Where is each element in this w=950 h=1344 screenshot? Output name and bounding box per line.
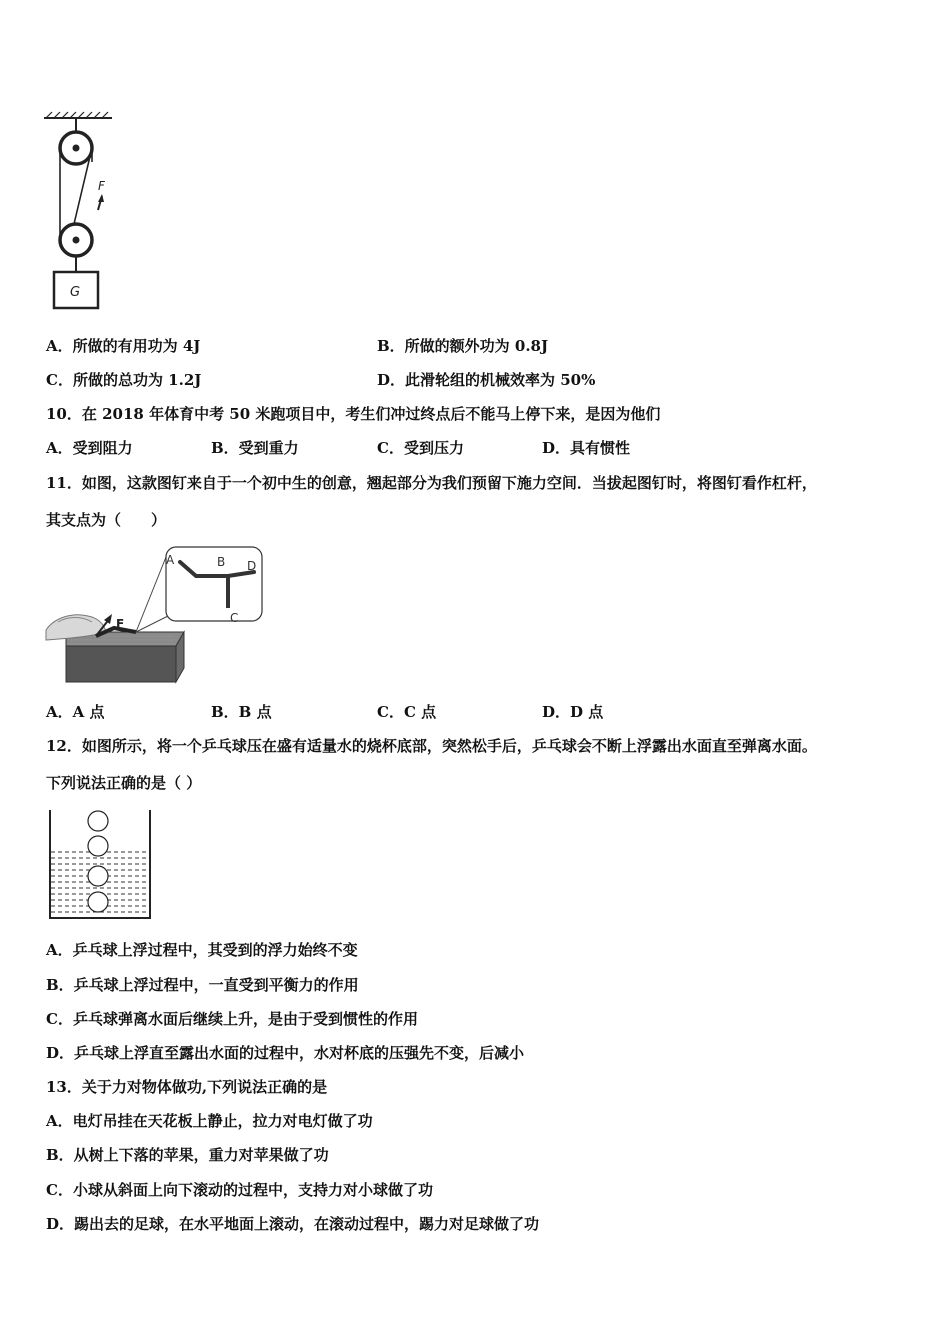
q9-option-b[interactable]: B．所做的额外功为 0.8J xyxy=(377,337,549,355)
q10-option-a[interactable]: A．受到阻力 xyxy=(46,439,133,457)
q12-option-d[interactable]: D．乒乓球上浮直至露出水面的过程中，水对杯底的压强先不变，后减小 xyxy=(46,1044,525,1062)
q10-option-c[interactable]: C．受到压力 xyxy=(377,439,464,457)
q10-option-d[interactable]: D．具有惯性 xyxy=(542,439,631,457)
q11-option-c[interactable]: C．C 点 xyxy=(377,703,437,721)
q13-stem: 13．关于力对物体做功,下列说法正确的是 xyxy=(46,1078,328,1096)
q10-stem: 10．在 2018 年体育中考 50 米跑项目中，考生们冲过终点后不能马上停下来，是因为他们 xyxy=(46,405,661,423)
q12-option-c[interactable]: C．乒乓球弹离水面后继续上升，是由于受到惯性的作用 xyxy=(46,1010,418,1028)
q9-option-d[interactable]: D．此滑轮组的机械效率为 50% xyxy=(377,371,596,389)
point-a-label: A xyxy=(166,553,175,567)
q9-option-c[interactable]: C．所做的总功为 1.2J xyxy=(46,371,202,389)
point-b-label: B xyxy=(217,555,226,569)
q12-stem-line1: 12．如图所示，将一个乒乓球压在盛有适量水的烧杯底部，突然松手后，乒乓球会不断上浮露出水面直至弹离水面。 xyxy=(46,737,817,755)
force-label-f: F xyxy=(116,617,125,631)
block-label: G xyxy=(70,285,81,300)
pulley-system-icon xyxy=(40,110,120,315)
point-c-label: C xyxy=(230,611,239,625)
q9-option-a[interactable]: A．所做的有用功为 4J xyxy=(46,337,201,355)
q13-option-a[interactable]: A．电灯吊挂在天花板上静止，拉力对电灯做了功 xyxy=(46,1112,373,1130)
thumbtack-lever-icon xyxy=(44,544,266,686)
q13-option-c[interactable]: C．小球从斜面上向下滚动的过程中，支持力对小球做了功 xyxy=(46,1181,433,1199)
q11-stem-line1: 11．如图，这款图钉来自于一个初中生的创意，翘起部分为我们预留下施力空间．当拔起图钉时，将图钉看作杠杆， xyxy=(46,474,817,492)
q11-stem-line2: 其支点为（ ） xyxy=(46,511,167,529)
q13-option-b[interactable]: B．从树上下落的苹果，重力对苹果做了功 xyxy=(46,1146,329,1164)
q12-stem-line2: 下列说法正确的是（ ） xyxy=(46,774,202,792)
q12-option-a[interactable]: A．乒乓球上浮过程中，其受到的浮力始终不变 xyxy=(46,941,358,959)
point-d-label: D xyxy=(247,559,257,573)
force-label: F xyxy=(98,179,105,193)
q13-option-d[interactable]: D．踢出去的足球，在水平地面上滚动，在滚动过程中，踢力对足球做了功 xyxy=(46,1215,540,1233)
q10-option-b[interactable]: B．受到重力 xyxy=(211,439,299,457)
q12-option-b[interactable]: B．乒乓球上浮过程中，一直受到平衡力的作用 xyxy=(46,976,359,994)
q11-option-d[interactable]: D．D 点 xyxy=(542,703,604,721)
q11-option-b[interactable]: B．B 点 xyxy=(211,703,272,721)
beaker-pingpong-icon xyxy=(44,806,156,922)
q11-option-a[interactable]: A．A 点 xyxy=(46,703,105,721)
